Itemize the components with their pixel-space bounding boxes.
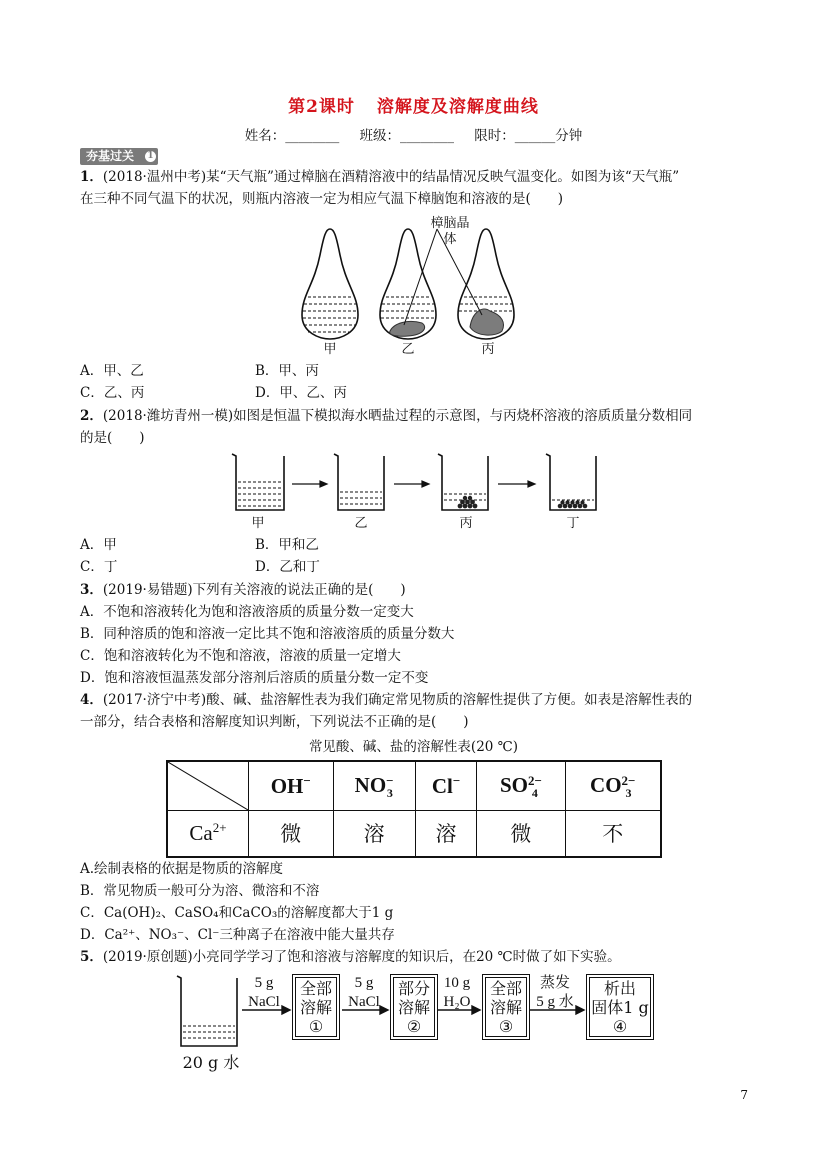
q3-option-c[interactable]: C．饱和溶液转化为不饱和溶液，溶液的质量一定增大 xyxy=(80,648,401,664)
q2-option-b[interactable]: B．甲和乙 xyxy=(255,537,319,553)
q4-option-a[interactable]: A.绘制表格的依据是物质的溶解度 xyxy=(80,861,284,877)
q5-start-beaker xyxy=(175,972,245,1052)
step-box-3: 全部 溶解 ③ xyxy=(482,974,530,1040)
solubility-table xyxy=(166,760,662,858)
lesson-label: 第2课时 xyxy=(288,97,355,117)
q2-beaker-figure xyxy=(228,448,598,518)
q1-line2: 在三种不同气温下的状况，则瓶内溶液一定为相应气温下樟脑饱和溶液的是( ) xyxy=(80,191,564,207)
lesson-title: 溶解度及溶解度曲线 xyxy=(376,97,539,117)
table-corner-cell xyxy=(167,761,249,811)
q1-option-c[interactable]: C．乙、丙 xyxy=(80,385,145,401)
page-title xyxy=(0,92,827,117)
q3-number: 3． xyxy=(80,582,103,598)
q1-option-d[interactable]: D．甲、乙、丙 xyxy=(255,385,347,401)
cell-ca-so4: 微 xyxy=(477,811,565,857)
page-number: 7 xyxy=(740,1088,748,1102)
class-field[interactable]: 班级：________ xyxy=(359,128,454,144)
anion-cl: Cl− xyxy=(415,761,477,811)
step-box-4: 析出 固体1 g ④ xyxy=(586,974,654,1040)
flask-label-bing: 丙 xyxy=(481,342,495,357)
section-badge xyxy=(80,148,158,165)
flask-label-jia: 甲 xyxy=(323,342,337,357)
q2-option-d[interactable]: D．乙和丁 xyxy=(255,559,320,575)
anion-no3: NO − 3 xyxy=(333,761,415,811)
cell-ca-cl: 溶 xyxy=(415,811,477,857)
q3-option-b[interactable]: B．同种溶质的饱和溶液一定比其不饱和溶液溶质的质量分数大 xyxy=(80,626,455,642)
arrow2-label: 5 g NaCl xyxy=(348,975,380,1010)
q5-stem-text: (2019·原创题)小亮同学学习了饱和溶液与溶解度的知识后，在20 ℃时做了如下实验。 xyxy=(102,949,621,965)
q2-line2: 的是( ) xyxy=(80,430,145,446)
q1-stem-1: (2018·温州中考)某“天气瓶”通过樟脑在酒精溶液中的结晶情况反映气温变化。如图为该“天气瓶” xyxy=(102,169,680,185)
flask-jia xyxy=(302,229,358,339)
q5-number: 5． xyxy=(80,949,103,965)
beaker-label-bing: 丙 xyxy=(459,516,473,531)
step-box-2: 部分 溶解 ② xyxy=(390,974,438,1040)
cell-ca-no3: 溶 xyxy=(333,811,415,857)
q2-option-a[interactable]: A．甲 xyxy=(80,537,117,553)
q1-options-row2 xyxy=(80,382,750,404)
flask-label-yi: 乙 xyxy=(401,342,415,357)
q1-number: 1． xyxy=(80,169,103,185)
q1-option-a[interactable]: A．甲、乙 xyxy=(80,363,144,379)
q1-flask-figure xyxy=(290,215,530,355)
name-field[interactable]: 姓名：________ xyxy=(244,128,340,144)
q1-line1 xyxy=(80,166,750,188)
q2-line1 xyxy=(80,405,750,427)
q4-line2: 一部分，结合表格和溶解度知识判断，下列说法不正确的是( ) xyxy=(80,714,469,730)
arrow3-label: 10 g H₂O xyxy=(443,975,471,1010)
crystal-yi xyxy=(390,321,425,336)
beaker-label-yi: 乙 xyxy=(354,516,368,531)
crystal-label: 樟脑晶体 xyxy=(430,216,470,247)
crystal-bing xyxy=(470,309,504,335)
q4-line1 xyxy=(80,689,750,711)
student-info xyxy=(0,124,827,144)
q3-stem xyxy=(80,579,750,601)
anion-so4: SO 2− 4 xyxy=(477,761,565,811)
q2-options-row1 xyxy=(80,534,750,556)
cell-ca-oh: 微 xyxy=(249,811,334,857)
q2-option-c[interactable]: C．丁 xyxy=(80,559,118,575)
q3-stem-text: (2019·易错题)下列有关溶液的说法正确的是( ) xyxy=(102,582,406,598)
start-beaker-label: 20 g 水 xyxy=(182,1053,240,1072)
q4-number: 4． xyxy=(80,692,103,708)
q1-option-b[interactable]: B．甲、丙 xyxy=(255,363,319,379)
time-field[interactable]: 限时：______分钟 xyxy=(474,128,583,144)
q3-option-d[interactable]: D．饱和溶液恒温蒸发部分溶剂后溶质的质量分数一定不变 xyxy=(80,670,429,686)
anion-co3: CO 2− 3 xyxy=(565,761,661,811)
q4-option-b[interactable]: B．常见物质一般可分为溶、微溶和不溶 xyxy=(80,883,320,899)
q2-stem-1: (2018·潍坊青州一模)如图是恒温下模拟海水晒盐过程的示意图，与丙烧杯溶液的溶质质量分数相同 xyxy=(102,408,693,424)
section-badge-number: 1 xyxy=(145,151,156,162)
q4-option-d[interactable]: D．Ca²⁺、NO₃⁻、Cl⁻三种离子在溶液中能大量共存 xyxy=(80,927,395,943)
beaker-label-jia: 甲 xyxy=(251,516,265,531)
q5-stem xyxy=(80,946,750,968)
table-caption: 常见酸、碱、盐的溶解性表(20 ℃) xyxy=(308,739,519,755)
q2-number: 2． xyxy=(80,408,103,424)
arrow4-label: 蒸发 5 g 水 xyxy=(536,975,574,1010)
q1-options-row1 xyxy=(80,360,750,382)
section-badge-text: 夯基过关 xyxy=(86,149,135,163)
q2-options-row2 xyxy=(80,556,750,578)
step-box-1: 全部 溶解 ① xyxy=(292,974,340,1040)
q4-stem-1: (2017·济宁中考)酸、碱、盐溶解性表为我们确定常见物质的溶解性提供了方便。如表是溶解性表的 xyxy=(102,692,693,708)
arrow1-label: 5 g NaCl xyxy=(248,975,280,1010)
anion-oh: OH− xyxy=(249,761,334,811)
q3-option-a[interactable]: A．不饱和溶液转化为饱和溶液溶质的质量分数一定变大 xyxy=(80,604,414,620)
q4-option-c[interactable]: C．Ca(OH)₂、CaSO₄和CaCO₃的溶解度都大于1 g xyxy=(80,905,394,921)
beaker-label-ding: 丁 xyxy=(566,516,580,531)
cell-ca-co3: 不 xyxy=(565,811,661,857)
cation-ca: $Ca^{2+}$ xyxy=(167,811,249,857)
